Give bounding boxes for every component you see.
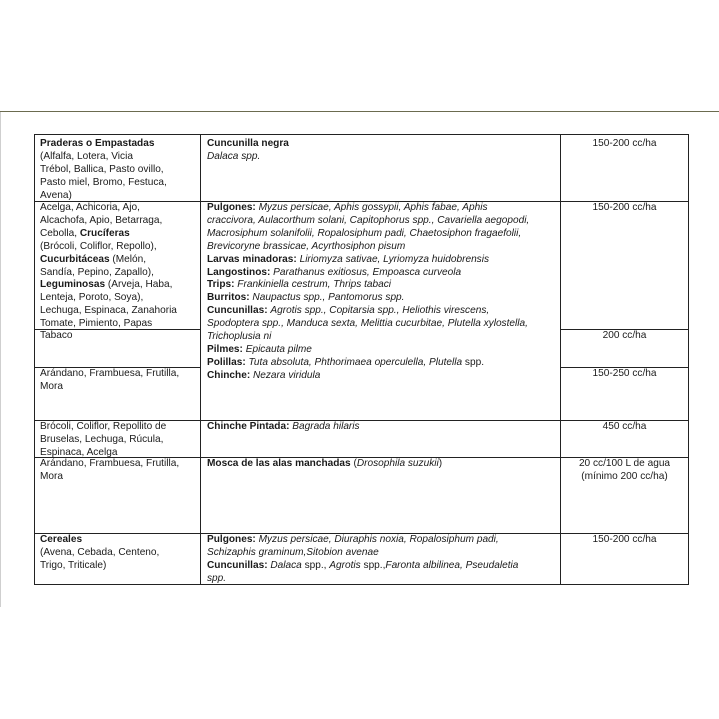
italic-text: Myzus persicae, Aphis gossypii, Aphis fabae, Aphis xyxy=(258,202,488,213)
bold-text: Chinche Pintada: xyxy=(207,421,293,432)
pests-line xyxy=(207,421,360,434)
crops-line xyxy=(40,434,166,447)
crops-line xyxy=(40,279,177,292)
plain-text: Sandía, Pepino, Zapallo), xyxy=(40,266,154,278)
crops-line xyxy=(40,381,179,394)
crops-line xyxy=(40,254,177,267)
dose-cell xyxy=(561,534,688,547)
crops-line xyxy=(40,330,73,343)
italic-text: craccivora, Aulacorthum solani, Capitophorus spp., Cavariella aegopodi, xyxy=(207,214,530,226)
pests-line xyxy=(207,357,529,370)
bold-text: Pulgones: xyxy=(207,534,259,545)
bold-text: Pilmes: xyxy=(207,343,246,355)
crops-line xyxy=(40,190,167,203)
pests-line xyxy=(207,202,529,215)
crop-cell xyxy=(40,330,73,343)
dose-cell xyxy=(561,421,688,434)
italic-text: Schizaphis graminum,Sitobion avenae xyxy=(207,546,379,558)
dose-text: 150-200 cc/ha xyxy=(592,138,657,149)
plain-text: (Arveja, Haba, xyxy=(105,279,173,291)
bold-text: Praderas o Empastadas xyxy=(40,138,155,149)
crops-line xyxy=(40,547,159,560)
dose-cell xyxy=(561,330,688,343)
plain-text: Mora xyxy=(40,470,63,482)
italic-text: Nezara viridula xyxy=(252,369,321,381)
pests-line xyxy=(207,344,529,357)
plain-text: Bruselas, Lechuga, Rúcula, xyxy=(40,433,164,445)
pests-line xyxy=(207,370,529,383)
italic-text: Naupactus spp., Pantomorus spp. xyxy=(252,292,405,304)
plain-text: Espinaca, Acelga xyxy=(40,446,118,458)
crops-line xyxy=(40,267,177,280)
plain-text: ( xyxy=(350,458,357,469)
plain-text: Lechuga, Espinaca, Zanahoria xyxy=(40,305,177,317)
plain-text: Trébol, Ballica, Pasto ovillo, xyxy=(40,163,164,175)
pests-line xyxy=(207,331,529,344)
plain-text: (Avena, Cebada, Centeno, xyxy=(40,546,160,558)
crop-cell xyxy=(40,202,177,331)
dose-text: 150-200 cc/ha xyxy=(592,534,657,545)
crop-cell xyxy=(40,458,179,484)
crops-line xyxy=(40,305,177,318)
pest-cell xyxy=(207,458,442,471)
dose-cell xyxy=(561,202,688,215)
italic-text: Frankiniella cestrum, Thrips tabaci xyxy=(237,279,391,291)
italic-text: Spodoptera spp., Manduca sexta, Melittia cucurbitae, Plutella xylostella, xyxy=(207,318,528,330)
plain-text: (Melón, xyxy=(109,253,147,265)
crop-cell xyxy=(40,421,166,460)
pests-line xyxy=(207,267,529,280)
italic-text: Tuta absoluta, Phthorimaea operculella, Plutella xyxy=(248,356,463,368)
plain-text: (Alfalfa, Lotera, Vicia xyxy=(40,150,133,162)
pests-line xyxy=(207,305,529,318)
italic-text: Parathanus exitiosus, Empoasca curveola xyxy=(273,266,462,278)
plain-text: Avena) xyxy=(40,189,72,201)
crops-line xyxy=(40,292,177,305)
bold-text: Crucíferas xyxy=(79,227,130,239)
plain-text: Brócoli, Coliflor, Repollito de xyxy=(40,421,167,432)
pests-line xyxy=(207,458,442,471)
crops-line xyxy=(40,471,179,484)
crops-line xyxy=(40,151,167,164)
plain-text: Cebolla, xyxy=(40,227,80,239)
plain-text: spp., xyxy=(301,559,330,571)
crops-line xyxy=(40,368,179,381)
crops-line xyxy=(40,560,159,573)
pest-cell xyxy=(207,421,360,434)
pests-line xyxy=(207,241,529,254)
dose-text: 150-250 cc/ha xyxy=(592,368,657,379)
italic-text: Macrosiphum solanifolii, Ropalosiphum padi, Chaetosiphon fragaefolii, xyxy=(207,227,522,239)
plain-text: Acelga, Achicoria, Ajo, xyxy=(40,202,140,213)
dose-text: (mínimo 200 cc/ha) xyxy=(581,470,668,482)
plain-text: spp., xyxy=(360,559,386,571)
bold-text: Chinche: xyxy=(207,369,253,381)
dose-text: 450 cc/ha xyxy=(602,421,647,432)
plain-text: Arándano, Frambuesa, Frutilla, xyxy=(40,458,180,469)
dose-cell xyxy=(561,368,688,381)
crops-line xyxy=(40,421,166,434)
pests-line xyxy=(207,254,529,267)
dose-text: 200 cc/ha xyxy=(602,330,647,341)
bold-text: Mosca de las alas manchadas xyxy=(207,458,351,469)
pests-line xyxy=(207,534,518,547)
pest-cell xyxy=(207,138,289,164)
crop-cell xyxy=(40,534,159,573)
pests-line xyxy=(207,228,529,241)
pests-line xyxy=(207,151,289,164)
bold-text: Cuncunillas: xyxy=(207,305,271,317)
pests-line xyxy=(207,547,518,560)
bold-text: Cuncunilla negra xyxy=(207,138,289,149)
plain-text: Mora xyxy=(40,380,63,392)
italic-text: Drosophila suzukii xyxy=(356,458,439,469)
dose-cell xyxy=(561,458,688,484)
page-top-rule xyxy=(0,111,719,112)
bold-text: Polillas: xyxy=(207,356,249,368)
dose-text: 150-200 cc/ha xyxy=(592,202,657,213)
plain-text: Pasto miel, Bromo, Festuca, xyxy=(40,176,167,188)
plain-text: Alcachofa, Apio, Betarraga, xyxy=(40,214,163,226)
crops-line xyxy=(40,241,177,254)
pests-line xyxy=(207,215,529,228)
italic-text: Agrotis spp., Copitarsia spp., Heliothis virescens, xyxy=(270,305,490,317)
italic-text: spp. xyxy=(207,572,227,584)
crops-line xyxy=(40,164,167,177)
page-left-edge xyxy=(0,112,1,607)
dose-text: 20 cc/100 L de agua xyxy=(578,458,671,469)
italic-text: Dalaca xyxy=(270,559,302,571)
bold-text: Cucurbitáceas xyxy=(40,253,110,265)
crops-line xyxy=(40,228,177,241)
italic-text: Liriomyza sativae, Lyriomyza huidobrensis xyxy=(299,253,490,265)
bold-text: Langostinos: xyxy=(207,266,274,278)
pests-line xyxy=(207,318,529,331)
pest-dosage-table xyxy=(34,134,689,585)
bold-text: Leguminosas xyxy=(40,279,106,291)
italic-text: Brevicoryne brassicae, Acyrthosiphon pisum xyxy=(207,240,406,252)
pest-cell xyxy=(207,534,518,586)
crops-line xyxy=(40,215,177,228)
bold-text: Trips: xyxy=(207,279,238,291)
bold-text: Cereales xyxy=(40,534,83,545)
plain-text: ) xyxy=(438,458,443,469)
dose-cell xyxy=(561,138,688,151)
italic-text: Myzus persicae, Diuraphis noxia, Ropalosiphum padi, xyxy=(258,534,499,545)
bold-text: Larvas minadoras: xyxy=(207,253,300,265)
bold-text: Burritos: xyxy=(207,292,253,304)
italic-text: Dalaca spp. xyxy=(207,150,261,162)
pest-cell xyxy=(207,202,529,383)
pests-line xyxy=(207,560,518,573)
bold-text: Cuncunillas: xyxy=(207,559,271,571)
italic-text: Epicauta pilme xyxy=(245,343,312,355)
crop-cell xyxy=(40,368,179,394)
plain-text: Lenteja, Poroto, Soya), xyxy=(40,292,144,304)
plain-text: Tomate, Pimiento, Papas xyxy=(40,318,153,330)
italic-text: Faronta albilinea, Pseudaletia xyxy=(385,559,519,571)
plain-text: (Brócoli, Coliflor, Repollo), xyxy=(40,240,157,252)
crops-line xyxy=(40,534,159,547)
italic-text: Agrotis xyxy=(329,559,361,571)
italic-text: Trichoplusia ni xyxy=(207,331,272,343)
bold-text: Pulgones: xyxy=(207,202,259,213)
italic-text: Bagrada hilaris xyxy=(292,421,360,432)
pests-line xyxy=(207,292,529,305)
pests-line xyxy=(207,573,518,586)
plain-text: Arándano, Frambuesa, Frutilla, xyxy=(40,368,180,379)
plain-text: Trigo, Triticale) xyxy=(40,559,107,571)
plain-text: Tabaco xyxy=(40,330,73,341)
crop-cell xyxy=(40,138,167,203)
crops-line xyxy=(40,177,167,190)
crops-line xyxy=(40,202,177,215)
crops-line xyxy=(40,458,179,471)
pests-line xyxy=(207,138,289,151)
plain-text: spp. xyxy=(462,356,484,368)
crops-line xyxy=(40,138,167,151)
pests-line xyxy=(207,279,529,292)
